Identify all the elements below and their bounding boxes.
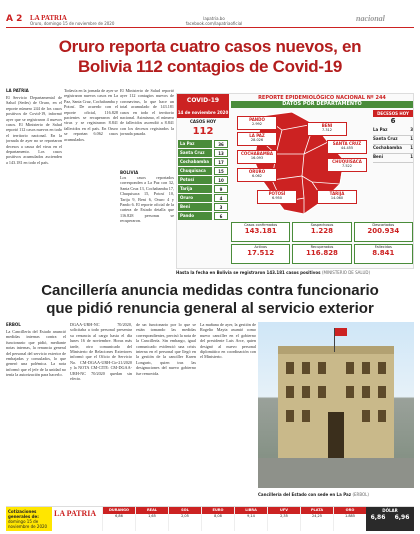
rate-item: DURANGO 6,86 [102,507,135,531]
dept-row: Beni 3 [177,203,229,212]
rate-item: ORO 1.885 [333,507,366,531]
death-row: Santa Cruz 1 [373,136,413,145]
stat-box: Descartados 200.934 [354,222,413,242]
city-box: COCHABAMBA 16.093 [237,150,277,164]
stats-row-2 [231,244,413,264]
stat-box: Activos 17.512 [231,244,290,264]
dept-row: Oruro 4 [177,194,229,203]
deaths-panel [373,110,413,230]
city-box: BENI 7.312 [307,122,347,136]
dollar-buy: 6,86 [370,514,386,521]
dept-row: Tarija 9 [177,185,229,194]
stat-box: Casos confirmados 143.181 [231,222,290,242]
section-name: nacional [356,14,385,23]
article2-col-2: DGAA-URH-NC 70/2020, solicitaba a todo personal presentar su renuncia al cargo hasta el día lunes 16 de noviembre. Horas más tarde, otro comunicado del Ministerio de Relaciones Exteriores informó que el Oficio de Servicio No. CM-DGAA-URH-Cir-21/2020 y la NOTA CM-CITE: CM-DGAA-URH-NC 70/2020 quedan sin efecto. [70,322,132,382]
stat-box: Fallecidos 8.841 [354,244,413,264]
article-kicker: LA PATRIA [6,88,29,93]
covid-caption: Hasta la fecha en Bolivia se registraron 143.181 casos positivos (MINISTERIO DE SALUD) [176,270,371,275]
stat-box: Recuperados 116.828 [292,244,351,264]
building-illustration [258,322,414,488]
new-cases-total: 112 [192,126,214,137]
dept-row: Pando 6 [177,212,229,221]
city-box: TARIJA 14.060 [317,190,357,204]
headline-line-2: Bolivia 112 contagios de Covid-19 [77,57,343,76]
city-box: PANDO 2.992 [237,116,277,130]
death-row: Cochabamba 1 [373,145,413,154]
headline-line-1: Cancillería anuncia medidas contra funcionario [41,282,379,299]
article-text: Los casos reportados corresponden a La Paz con 32, Santa Cruz 13, Cochabamba 17, Chuquisaca 15, Potosí 10, Tarija 9, Beni 6, Oruro 4 y Pando 6. El reporte oficial de la cartera de Estado detalla que 116.828 personas se recuperaron. [120,175,174,224]
article-kicker: ERBOL [6,322,21,327]
article2-col-4: La mañana de ayer, la gestión de Rogelio Mayta asumió como nuevo canciller en el gobierno del presidente Luis Arce, quien designó al nuevo personal diplomático en coordinación con el Ministerio. [200,322,256,360]
article-text: La Cancillería del Estado anunció medidas internas contra el funcionario que pidió, mediante notas internas, la renuncia general del personal del servicio exterior de embajadas y consulados, lo que generó una polémica. La nota informó que el jefe de la unidad no tenía la autorización para hacerlo. [6,329,66,378]
dollar-box [366,507,414,531]
article-text: El Servicio Departamental de Salud (Sedes) de Oruro, en el reporte número 244 de los casos positivos de Covid-19, informó ayer que se registraron 4 nuevos casos. El Ministerio de Salud reportó 112 casos nuevos en todo el territorio nacional. En la jornada de ayer no se reportaron decesos a causa del virus en el departamento. Los casos positivos acumulados ascienden a 143.181 en todo el país. [6,95,62,165]
city-box: LA PAZ 28.026 [237,132,277,146]
header-rule [6,27,414,28]
deaths-total: 6 [390,117,396,125]
death-row: Beni 1 [373,154,413,163]
report-date: 14 de noviembre 2020 [177,108,229,118]
report-title: REPORTE EPIDEMIOLÓGICO NACIONAL Nº 244 [258,95,386,101]
article2-col-1 [6,322,66,502]
headline-line-1: Oruro reporta cuatro casos nuevos, en [58,37,362,56]
article-col-2: Todavía en la jornada de ayer se registraron nuevos casos en La Paz, Santa Cruz, Cochabamba y Potosí. De acuerdo con el reporte oficial, 116.828 pacientes se recuperaron del virus y se registraron 8.841 fallecidos en el país. En Oruro se reportan 6.062 casos acumulados. [64,88,118,142]
rate-item: REAL 1,65 [135,507,168,531]
city-box: ORURO 6.062 [237,168,277,182]
masthead: LA PATRIA [30,14,67,22]
rates-date: domingo 15 de noviembre de 2020 [8,519,48,529]
headline-covid [6,37,414,77]
dollar-title: DÓLAR [382,508,398,513]
dept-row: La Paz 36 [177,140,229,149]
dept-row: Chuquisaca 15 [177,167,229,176]
article-subkicker: BOLIVIA [120,170,139,175]
exchange-rates-bar [6,506,414,530]
article-text: El Ministerio de Salud reportó ayer 112 contagios nuevos de coronavirus, lo que hace un total acumulado de 143.181 casos en todo el territorio nacional. Asimismo, el número de fallecidos ascendió a 8.841 con los decesos registrados la jornada pasada. [120,88,174,137]
dollar-sell: 6,96 [394,514,410,521]
rate-item: LIBRA 9,14 [234,507,267,531]
web-links [184,16,244,26]
article2-col-3: de un funcionario por lo que se están tomando las medidas correspondientes, precisó la nota de la Cancillería. Sin embargo, igual comunicado evidenció una crisis interna en el personal que llegó en la gestión de la canciller Karen Longaric, quien tras las designaciones del nuevo gobierno fue removida. [136,322,196,376]
page-header [0,0,420,28]
dept-row: Potosí 10 [177,176,229,185]
web-link[interactable]: lapatria.bo [203,16,225,21]
city-box: CHUQUISACA 7.522 [327,158,367,172]
report-subtitle: DATOS POR DEPARTAMENTO [231,101,413,108]
city-box: POTOSÍ 6.950 [257,190,297,204]
photo-caption: Cancillería del Estado con sede en La Paz (ERBOL) [258,492,369,497]
deaths-label: DECESOS HOY [373,110,413,117]
stat-box: Sospechosos 1.228 [292,222,351,242]
dept-row: Santa Cruz 13 [177,149,229,158]
dept-row: Cochabamba 17 [177,158,229,167]
covid-tag: COVID-19 [177,94,229,108]
rate-item: EURO 8,08 [201,507,234,531]
new-cases-label: CASOS HOY [189,119,217,124]
dollar-values [366,514,414,521]
headline-line-2: que pidió renuncia general al servicio exterior [46,300,374,317]
city-box: SANTA CRUZ 44.455 [327,140,367,154]
rate-item: UFV 2,35 [267,507,300,531]
rate-item: SOL 2,05 [168,507,201,531]
issue-date: Oruro, domingo 15 de noviembre de 2020 [30,21,115,26]
facebook-link[interactable]: facebook.com/lapatriaoficial [185,21,243,26]
covid-infographic [176,93,414,269]
rate-item: PLATA 24,25 [300,507,333,531]
rates-title: Cotizaciones generales de: [8,509,39,519]
footer-brand: LA PATRIA [54,509,97,518]
stats-row [231,222,413,242]
article-col-1 [6,88,62,268]
article-col-3 [120,88,174,178]
death-row: La Paz 3 [373,127,413,136]
article-col-4 [120,170,174,268]
rates-label [6,507,52,531]
building-photo [258,322,414,488]
page-number: A 2 [6,14,23,24]
headline-cancilleria [6,282,414,318]
